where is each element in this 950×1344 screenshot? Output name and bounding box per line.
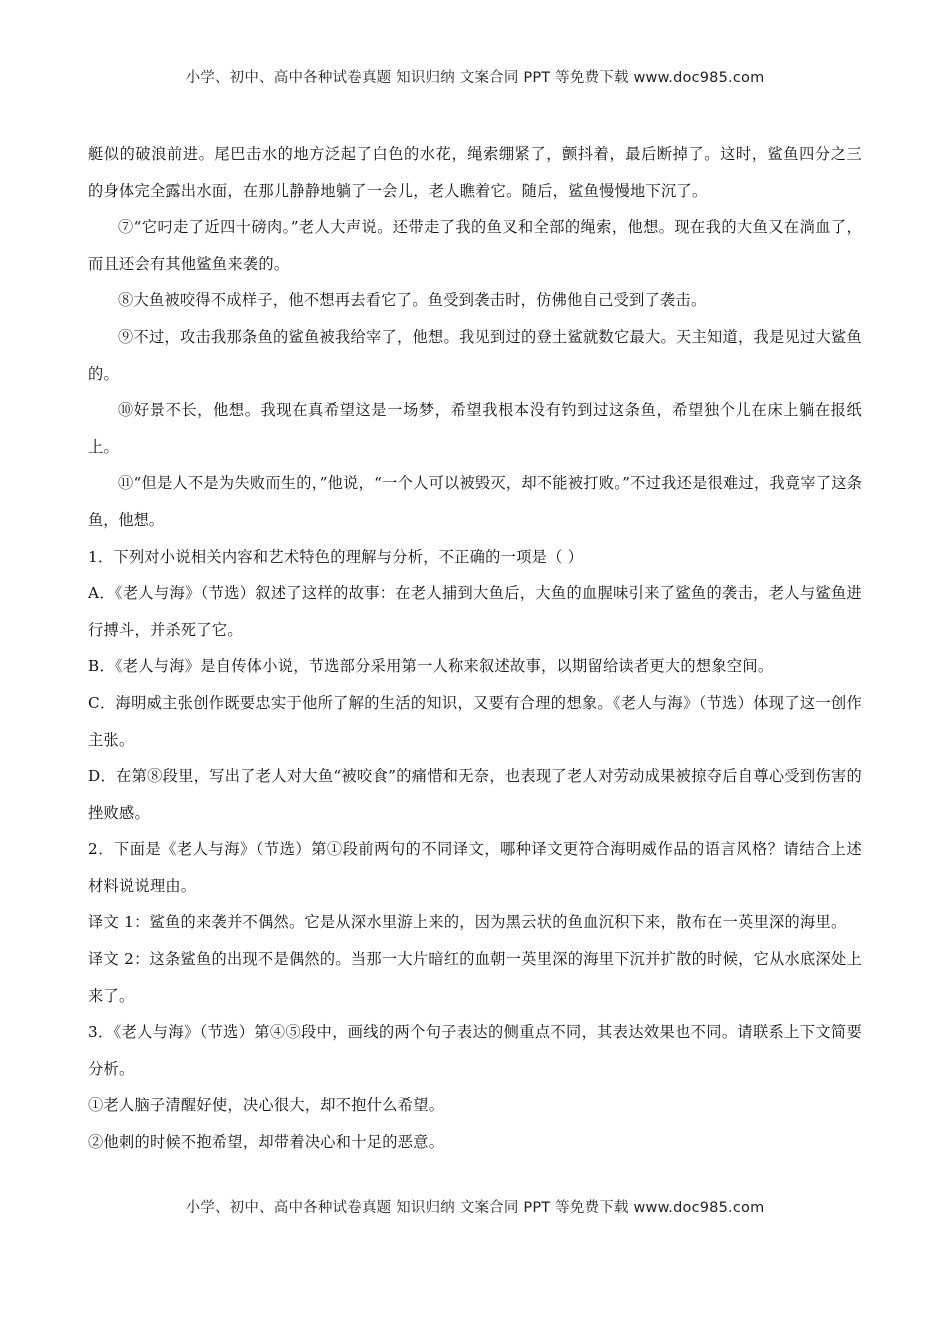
question-2-stem: 2．下面是《老人与海》（节选）第①段前两句的不同译文，哪种译文更符合海明威作品的语言风格？请结合上述材料说说理由。 <box>88 840 862 895</box>
question-3-stem: 3．《老人与海》（节选）第④⑤段中，画线的两个句子表达的侧重点不同，其表达效果也不同。请联系上下文简要分析。 <box>88 1023 862 1078</box>
passage-paragraph-continued: 艇似的破浪前进。尾巴击水的地方泛起了白色的水花，绳索绷紧了，颤抖着，最后断掉了。这时，鲨鱼四分之三的身体完全露出水面，在那儿静静地躺了一会儿，老人瞧着它。随后，鲨鱼慢慢地下沉了。 <box>88 145 862 200</box>
page-footer: 小学、初中、高中各种试卷真题 知识归纳 文案合同 PPT 等免费下载 www.doc985.com <box>185 1200 765 1216</box>
passage-paragraph-11: ⑪“但是人不是为失败而生的，”他说，“一个人可以被毁灭，却不能被打败。”不过我还是很难过，我竟宰了这条鱼，他想。 <box>88 474 862 529</box>
passage-paragraph-7: ⑦“它叼走了近四十磅肉。”老人大声说。还带走了我的鱼叉和全部的绳索，他想。现在我的大鱼又在淌血了，而且还会有其他鲨鱼来袭的。 <box>88 218 862 273</box>
question-3-sentence-2: ②他刺的时候不抱希望，却带着决心和十足的恶意。 <box>88 1133 445 1152</box>
passage-paragraph-9: ⑨不过，攻击我那条鱼的鲨鱼被我给宰了，他想。我见到过的登土鲨就数它最大。天主知道，我是见过大鲨鱼的。 <box>88 327 862 383</box>
question-2-translation-1: 译文 1：鲨鱼的来袭并不偶然。它是从深水里游上来的，因为黑云状的鱼血沉积下来，散布在一英里深的海里。 <box>88 913 847 932</box>
question-1-stem: 1．下列对小说相关内容和艺术特色的理解与分析，不正确的一项是（ ） <box>88 547 584 566</box>
page-content <box>88 136 862 1161</box>
question-1-option-c: C．海明威主张创作既要忠实于他所了解的生活的知识，又要有合理的想象。《老人与海》（节选）体现了这一创作主张。 <box>88 693 862 749</box>
question-1-option-d: D．在第⑧段里，写出了老人对大鱼“被咬食”的痛惜和无奈，也表现了老人对劳动成果被掠夺后自尊心受到伤害的挫败感。 <box>88 767 862 822</box>
question-1-option-a: A．《老人与海》（节选）叙述了这样的故事：在老人捕到大鱼后，大鱼的血腥味引来了鲨鱼的袭击，老人与鲨鱼进行搏斗，并杀死了它。 <box>88 584 862 639</box>
question-1-option-b: B．《老人与海》是自传体小说，节选部分采用第一人称来叙述故事，以期留给读者更大的想象空间。 <box>88 657 774 676</box>
question-2-translation-2: 译文 2：这条鲨鱼的出现不是偶然的。当那一大片暗红的血朝一英里深的海里下沉并扩散的时候，它从水底深处上来了。 <box>88 950 862 1005</box>
question-3-sentence-1: ①老人脑子清醒好使，决心很大，却不抱什么希望。 <box>88 1096 445 1115</box>
page-header: 小学、初中、高中各种试卷真题 知识归纳 文案合同 PPT 等免费下载 www.doc985.com <box>185 70 765 86</box>
passage-paragraph-10: ⑩好景不长，他想。我现在真希望这是一场梦，希望我根本没有钓到过这条鱼，希望独个儿在床上躺在报纸上。 <box>88 401 862 456</box>
passage-paragraph-8: ⑧大鱼被咬得不成样子，他不想再去看它了。鱼受到袭击时，仿佛他自己受到了袭击。 <box>118 291 707 310</box>
